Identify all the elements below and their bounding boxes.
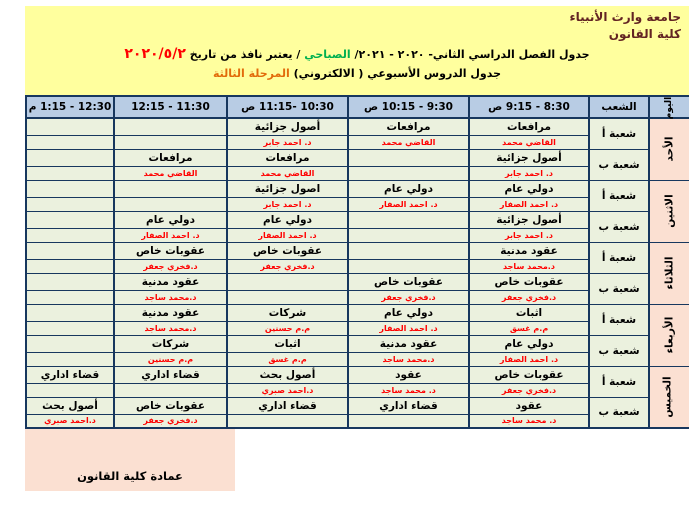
- day-name: الأربعاء: [663, 316, 676, 354]
- teacher-cell: [26, 321, 114, 335]
- teacher-cell: د.فخري جعفر: [114, 414, 227, 428]
- course-cell: مرافعات: [227, 149, 348, 166]
- course-cell: مرافعات: [114, 149, 227, 166]
- semester-title: [33, 46, 681, 63]
- course-cell: [26, 180, 114, 197]
- teacher-cell: [348, 228, 469, 242]
- teacher-cell: د. محمد ساجد: [348, 383, 469, 397]
- course-cell: عقوبات خاص: [469, 366, 589, 383]
- course-cell: [114, 118, 227, 135]
- course-cell: دولي عام: [227, 211, 348, 228]
- teacher-cell: د.احمد صبري: [26, 414, 114, 428]
- weekly-title: [33, 66, 681, 82]
- teacher-cell: د. احمد جابر: [469, 166, 589, 180]
- course-cell: عقود مدنية: [114, 273, 227, 290]
- course-row: [26, 211, 689, 228]
- teacher-cell: د.فخري جعفر: [227, 259, 348, 273]
- teacher-cell: د. احمد جابر: [469, 228, 589, 242]
- university-name: جامعة وارث الأنبياء: [569, 10, 681, 24]
- course-cell: دولي عام: [348, 180, 469, 197]
- deanship-footer: [25, 429, 235, 491]
- course-cell: عقود: [348, 366, 469, 383]
- teacher-cell: د.محمد ساجد: [348, 352, 469, 366]
- course-cell: أصول بحث: [26, 397, 114, 414]
- teacher-cell: م.م غسق: [469, 321, 589, 335]
- course-cell: أصول جزائية: [469, 211, 589, 228]
- teacher-cell: [227, 414, 348, 428]
- course-cell: [348, 242, 469, 259]
- course-cell: [26, 118, 114, 135]
- teacher-cell: [114, 135, 227, 149]
- day-cell: [649, 180, 689, 242]
- course-cell: قضاء اداري: [227, 397, 348, 414]
- deanship-footer-text: عمادة كلية القانون: [77, 469, 183, 483]
- teacher-cell: د. احمد الصفار: [469, 352, 589, 366]
- course-cell: عقوبات خاص: [469, 273, 589, 290]
- section-cell: شعبة ب: [589, 397, 649, 428]
- teacher-cell: د. محمد ساجد: [469, 414, 589, 428]
- teacher-cell: [348, 166, 469, 180]
- section-cell: شعبة أ: [589, 242, 649, 273]
- course-cell: اثبات: [469, 304, 589, 321]
- section-cell: شعبة ب: [589, 149, 649, 180]
- teacher-cell: د. احمد جابر: [227, 197, 348, 211]
- effective-date: ٢٠٢٠/٥/٢: [124, 46, 186, 62]
- day-cell: [649, 366, 689, 428]
- course-cell: [348, 149, 469, 166]
- weekly-title-text: جدول الدروس الأسبوعي ( الالكتروني): [293, 67, 502, 80]
- teacher-cell: [26, 228, 114, 242]
- teacher-cell: د. احمد الصفار: [348, 321, 469, 335]
- course-cell: [26, 304, 114, 321]
- teacher-cell: [26, 166, 114, 180]
- course-cell: دولي عام: [114, 211, 227, 228]
- section-cell: شعبة ب: [589, 273, 649, 304]
- teacher-cell: [348, 259, 469, 273]
- day-cell: [649, 118, 689, 180]
- section-cell: شعبة أ: [589, 118, 649, 149]
- course-row: [26, 366, 689, 383]
- section-cell: شعبة أ: [589, 366, 649, 397]
- time-slot-header: 10:30 -11:15 ص: [227, 96, 348, 118]
- college-name: كلية القانون: [608, 27, 681, 41]
- semester-title-text: جدول الفصل الدراسي الثاني- ٢٠٢٠ - ٢٠٢١/: [354, 48, 590, 61]
- teacher-cell: د.محمد ساجد: [114, 321, 227, 335]
- teacher-cell: د.فخري جعفر: [469, 383, 589, 397]
- time-slot-header: 9:30 - 10:15 ص: [348, 96, 469, 118]
- course-cell: [26, 211, 114, 228]
- stage-label: المرحلة الثالثة: [212, 67, 290, 80]
- course-cell: عقود مدنية: [114, 304, 227, 321]
- teacher-cell: د.احمد صبري: [227, 383, 348, 397]
- teacher-cell: م.م غسق: [227, 352, 348, 366]
- header-row: [26, 96, 689, 118]
- day-column-header-text: اليوم: [664, 96, 675, 120]
- yellow-banner: [25, 6, 689, 95]
- teacher-cell: د.محمد ساجد: [469, 259, 589, 273]
- teacher-cell: [26, 135, 114, 149]
- day-name: الاثنين: [663, 194, 676, 228]
- teacher-cell: [26, 352, 114, 366]
- course-cell: [114, 180, 227, 197]
- course-cell: شركات: [227, 304, 348, 321]
- teacher-cell: [26, 197, 114, 211]
- course-cell: [26, 149, 114, 166]
- teacher-cell: د. احمد الصفار: [469, 197, 589, 211]
- sections-column-header: الشعب: [589, 96, 649, 118]
- course-cell: عقود مدنية: [469, 242, 589, 259]
- course-cell: أصول بحث: [227, 366, 348, 383]
- course-cell: دولي عام: [469, 335, 589, 352]
- time-slot-header: 8:30 - 9:15 ص: [469, 96, 589, 118]
- teacher-cell: [114, 197, 227, 211]
- section-cell: شعبة ب: [589, 335, 649, 366]
- day-name: الأحد: [663, 136, 676, 162]
- day-name: الخميس: [661, 376, 674, 418]
- teacher-cell: م.م حسنين: [114, 352, 227, 366]
- teacher-cell: د. احمد الصفار: [114, 228, 227, 242]
- course-cell: دولي عام: [469, 180, 589, 197]
- schedule-table: [25, 95, 689, 429]
- section-cell: شعبة ب: [589, 211, 649, 242]
- course-row: [26, 118, 689, 135]
- course-cell: مرافعات: [469, 118, 589, 135]
- validity-text: / يعتبر نافذ من تاريخ: [189, 48, 301, 61]
- course-cell: عقوبات خاص: [227, 242, 348, 259]
- teacher-cell: د. احمد الصفار: [348, 197, 469, 211]
- teacher-cell: د.فخري جعفر: [348, 290, 469, 304]
- teacher-cell: د.فخري جعفر: [114, 259, 227, 273]
- course-cell: أصول جزائية: [227, 118, 348, 135]
- teacher-cell: القاضي محمد: [114, 166, 227, 180]
- teacher-cell: القاضي محمد: [469, 135, 589, 149]
- course-cell: قضاء اداري: [26, 366, 114, 383]
- course-cell: [26, 335, 114, 352]
- section-cell: شعبة أ: [589, 180, 649, 211]
- teacher-cell: [114, 383, 227, 397]
- day-name: الثلاثاء: [663, 256, 676, 290]
- course-cell: قضاء اداري: [114, 366, 227, 383]
- day-column-header: [649, 96, 689, 118]
- course-row: [26, 304, 689, 321]
- shift-label: الصباحي: [304, 48, 351, 61]
- time-slot-header: 12:30 - 1:15 م: [26, 96, 114, 118]
- course-cell: اصول جزائية: [227, 180, 348, 197]
- day-cell: [649, 242, 689, 304]
- teacher-cell: [227, 290, 348, 304]
- course-row: [26, 149, 689, 166]
- section-cell: شعبة أ: [589, 304, 649, 335]
- teacher-cell: [348, 414, 469, 428]
- course-cell: دولي عام: [348, 304, 469, 321]
- course-cell: [26, 242, 114, 259]
- course-cell: أصول جزائية: [469, 149, 589, 166]
- teacher-cell: د. احمد جابر: [227, 135, 348, 149]
- course-cell: [26, 273, 114, 290]
- course-cell: [227, 273, 348, 290]
- course-cell: اثبات: [227, 335, 348, 352]
- course-row: [26, 180, 689, 197]
- course-cell: قضاء اداري: [348, 397, 469, 414]
- course-cell: عقود: [469, 397, 589, 414]
- course-cell: مرافعات: [348, 118, 469, 135]
- teacher-cell: [26, 290, 114, 304]
- teacher-cell: [26, 383, 114, 397]
- course-row: [26, 397, 689, 414]
- course-row: [26, 242, 689, 259]
- course-cell: عقوبات خاص: [348, 273, 469, 290]
- course-cell: عقوبات خاص: [114, 242, 227, 259]
- course-row: [26, 335, 689, 352]
- day-cell: [649, 304, 689, 366]
- course-cell: شركات: [114, 335, 227, 352]
- teacher-cell: القاضي محمد: [348, 135, 469, 149]
- teacher-cell: [26, 259, 114, 273]
- course-cell: عقوبات خاص: [114, 397, 227, 414]
- teacher-cell: د.محمد ساجد: [114, 290, 227, 304]
- teacher-cell: د. احمد الصفار: [227, 228, 348, 242]
- course-cell: [348, 211, 469, 228]
- time-slot-header: 11:30 - 12:15: [114, 96, 227, 118]
- teacher-cell: القاضي محمد: [227, 166, 348, 180]
- teacher-cell: م.م حسنين: [227, 321, 348, 335]
- course-row: [26, 273, 689, 290]
- teacher-cell: د.فخري جعفر: [469, 290, 589, 304]
- content-area: [25, 6, 689, 491]
- course-cell: عقود مدنية: [348, 335, 469, 352]
